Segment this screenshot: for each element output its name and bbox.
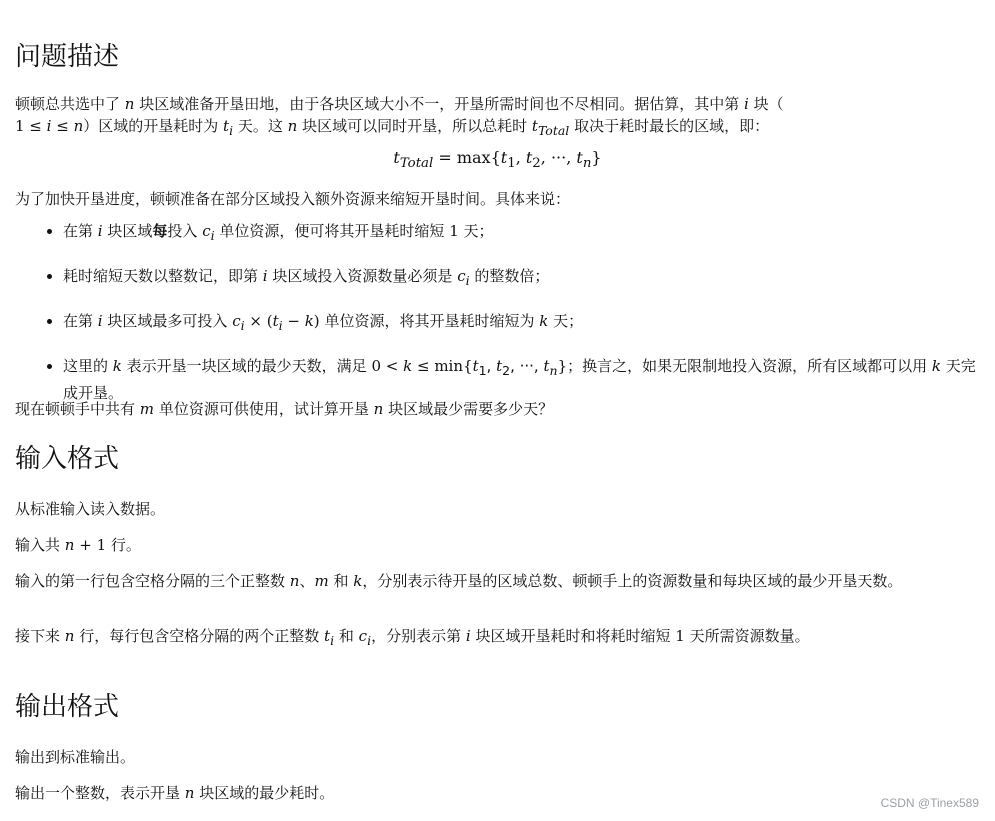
input-paragraph-1: 从标准输入读入数据。 — [15, 500, 166, 518]
csdn-watermark: CSDN @Tinex589 — [880, 796, 979, 810]
rules-list — [15, 220, 978, 422]
problem-paragraph-3: 现在顿顿手中共有 m 单位资源可供使用，试计算开垦 n 块区域最少需要多少天？ — [15, 400, 554, 418]
output-paragraph-2: 输出一个整数，表示开垦 n 块区域的最少耗时。 — [15, 784, 335, 802]
output-paragraph-1: 输出到标准输出。 — [15, 748, 136, 766]
list-item: • 在第 i 块区域每投入 $c_i$ 单位资源，便可将其开垦耗时缩短 1 天； — [63, 220, 978, 247]
section-title-problem: 问题描述 — [15, 42, 120, 72]
total-time-formula: $t_{Total} = \max\{t_1$, $t_2$, ···, $t_n$} — [393, 148, 602, 172]
list-item: • 在第 i 块区域最多可投入 $c_i \times (t_i - k)$ 单位资源，将其开垦耗时缩短为 k 天； — [63, 310, 978, 337]
input-paragraph-3: 输入的第一行包含空格分隔的三个正整数 n、m 和 k，分别表示待开垦的区域总数、顿顿手上的资源数量和每块区域的最少开垦天数。 — [15, 572, 903, 590]
list-item: • 这里的 k 表示开垦一块区域的最少天数，满足 $0 < k \le \min\{t_1$, $t_2$, ···, $t_n$}；换言之，如果无限制地投入资源，所有区域都可以用 k 天完成开垦。 — [63, 355, 978, 404]
problem-paragraph-2: 为了加快开垦进度，顿顿准备在部分区域投入额外资源来缩短开垦时间。具体来说： — [15, 190, 571, 208]
section-title-output: 输出格式 — [15, 692, 120, 722]
input-paragraph-2: 输入共 n + 1 行。 — [15, 536, 141, 554]
section-title-input: 输入格式 — [15, 444, 120, 474]
input-paragraph-4: 接下来 n 行，每行包含空格分隔的两个正整数 $t_i$ 和 $c_i$，分别表示第 i 块区域开垦耗时和将耗时缩短 1 天所需资源数量。 — [15, 627, 810, 648]
problem-paragraph-1: 顿顿总共选中了 n 块区域准备开垦田地，由于各块区域大小不一，开垦所需时间也不尽相同。据估算，其中第 i 块（ 1 ≤ i ≤ n）区域的开垦耗时为 $t_i$ 天。这 n 块区域可以同时开垦，所以总耗时 $t_{Total}$ 取决于耗时最长的区域，即： — [15, 95, 784, 138]
list-item: • 耗时缩短天数以整数记，即第 i 块区域投入资源数量必须是 $c_i$ 的整数倍； — [63, 265, 978, 292]
